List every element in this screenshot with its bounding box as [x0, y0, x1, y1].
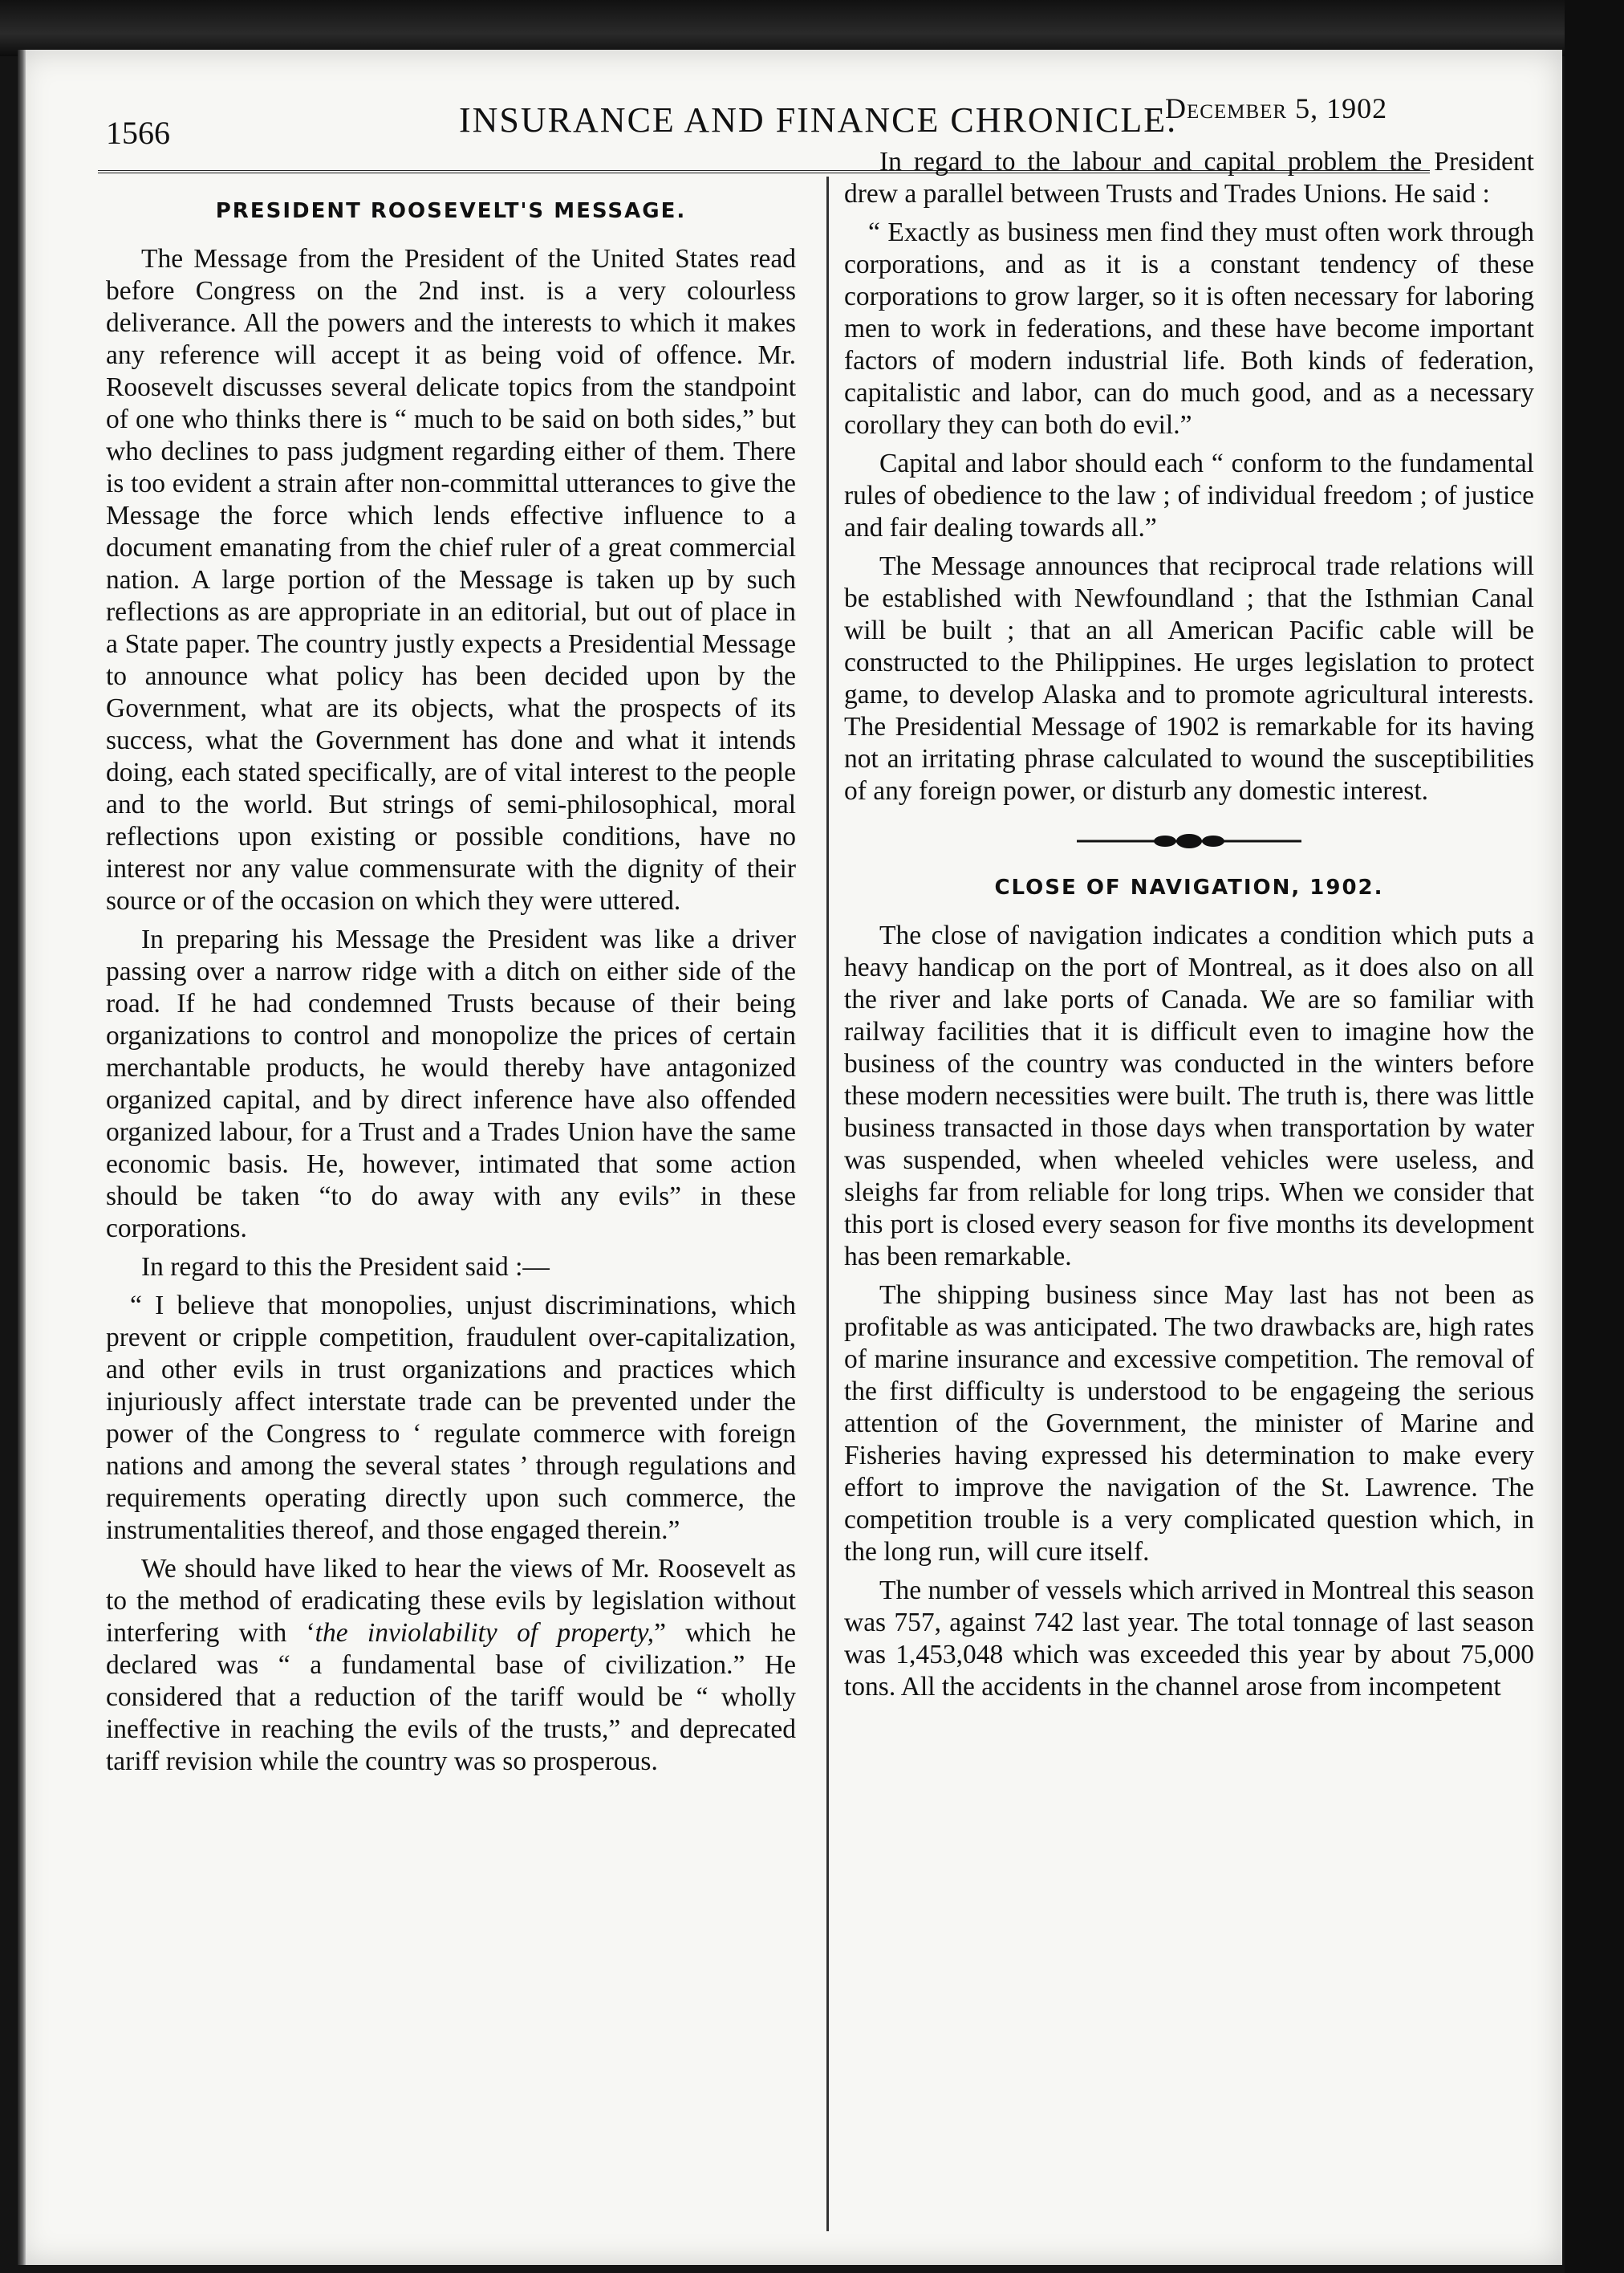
paragraph: The Message from the President of the United States read before Congress on the 2nd inst. is a very colourless deliverance. All the powers and the interests to which it makes any reference will accept it as being void of offence. Mr. Roosevelt discusses several delicate topics from the standpoint of one who thinks there is “ much to be said on both sides,” but who declines to pass judgment regarding either of them. There is too evident a strain after non-committal utterances to give the Message the force which lends effective influence to a document emanating from the chief ruler of a great commercial nation. A large portion of the Message is taken up by such reflections as are appropriate in an editorial, but out of place in a State paper. The country justly expects a Presidential Message to announce what policy has been decided upon by the Government, what are its objects, what the prospects of its success, what the Government has done and what it intends doing, each stated specifically, are of vital interest to the people and to the world. But strings of semi-philosophical, moral reflections upon existing or possible conditions, have no interest nor any value commensurate with the dignity of their source or of the occasion on which they were uttered. — [106, 244, 796, 916]
text-run: ” which he declared was “ a fundamental base of civilization.” He considered that a reduction of the tariff would be “ wholly ineffective in reaching the evils of the trusts,” and deprecated tariff revision while the country was so prosperous. — [106, 1618, 796, 1776]
paragraph: In regard to this the President said :— — [141, 1252, 550, 1282]
scan-top-edge — [0, 0, 1624, 56]
column-divider — [826, 177, 829, 2231]
article-title-navigation: CLOSE OF NAVIGATION, 1902. — [994, 876, 1384, 900]
paragraph: The Message announces that reciprocal trade relations will be established with Newfoundland ; that the Isthmian Canal will be built ; that an all American Pacific cable will be constructed to the Philippines. He urges legislation to protect game, to develop Alaska and to promote agricultural interests. The Presidential Message of 1902 is remarkable for its having not an irritating phrase calculated to wound the susceptibilities of any foreign power, or disturb any domestic interest. — [844, 551, 1534, 806]
paragraph: The shipping business since May last has not been as profitable as was anticipated. The two drawbacks are, high rates of marine insurance and excessive competition. The removal of the first difficulty is understood to be engageing the serious attention of the Government, the minister of Marine and Fisheries having expressed his determination to make every effort to improve the navigation of the St. Lawrence. The competition trouble is a very complicated question which, in the long run, will cure itself. — [844, 1280, 1534, 1567]
right-column — [844, 146, 1534, 1710]
quotation: “ I believe that monopolies, unjust discriminations, which prevent or cripple competition, fraudulent over-capitalization, and other evils in trust organizations and practices which injuriously affect interstate trade can be prevented under the power of the Congress to ‘ regulate commerce with foreign nations and among the several states ’ through regulations and requirements operating directly upon such commerce, the instrumentalities thereof, and those engaged therein.” — [106, 1291, 796, 1545]
paragraph: The close of navigation indicates a condition which puts a heavy handicap on the port of Montreal, as it does also on all the river and lake ports of Canada. We are so familiar with railway facilities that it is difficult even to imagine how the business of the country was conducted in the winters before these modern necessities were built. The truth is, there was little business transacted in those days when transportation by water was suspended, when wheeled vehicles were useless, and sleighs far from reliable for long trips. When we consider that this port is closed every season for five months its development has been remarkable. — [844, 921, 1534, 1271]
running-title: INSURANCE AND FINANCE CHRONICLE. — [459, 100, 1178, 140]
text-run: We should have liked to hear the views of Mr. Roosevelt as to the method of eradicating these evils by legislation without interfering with ‘ — [106, 1554, 796, 1648]
ornament-divider — [1077, 832, 1301, 851]
paragraph — [106, 1553, 796, 1778]
scan-right-edge — [1565, 0, 1624, 2273]
paragraph: In regard to the labour and capital problem the President drew a parallel between Trusts and Trades Unions. He said : — [844, 147, 1534, 209]
newspaper-page — [18, 50, 1562, 2265]
page-number: 1566 — [106, 115, 170, 151]
page-binding-edge — [18, 50, 26, 2265]
article-title-roosevelt: PRESIDENT ROOSEVELT'S MESSAGE. — [215, 199, 687, 223]
left-column — [106, 190, 796, 1784]
page-header — [106, 82, 1438, 154]
issue-date: December 5, 1902 — [1165, 92, 1388, 124]
italic-phrase: the inviolability of property, — [315, 1618, 655, 1648]
paragraph: The number of vessels which arrived in Montreal this season was 757, against 742 last year. The total tonnage of last season was 1,453,048 which was exceeded this year by about 75,000 tons. All the accidents in the channel arose from incompetent — [844, 1576, 1534, 1702]
paragraph: Capital and labor should each “ conform to the fundamental rules of obedience to the law ; of individual freedom ; of justice and fair dealing towards all.” — [844, 449, 1534, 543]
quotation: “ Exactly as business men find they must often work through corporations, and as it is a constant tendency of these corporations to grow larger, so it is often necessary for laboring men to work in federations, and these have become important factors of modern industrial life. Both kinds of federation, capitalistic and labor, can do much good, and as a necessary corollary they can both do evil.” — [844, 218, 1534, 440]
paragraph: In preparing his Message the President was like a driver passing over a narrow ridge with a ditch on either side of the road. If he had condemned Trusts because of their being organizations to control and monopolize the prices of certain merchantable products, he would thereby have antagonized organized capital, and by direct inference have also offended organized labour, for a Trust and a Trades Union have the same economic basis. He, however, intimated that some action should be taken “to do away with any evils” in these corporations. — [106, 925, 796, 1243]
